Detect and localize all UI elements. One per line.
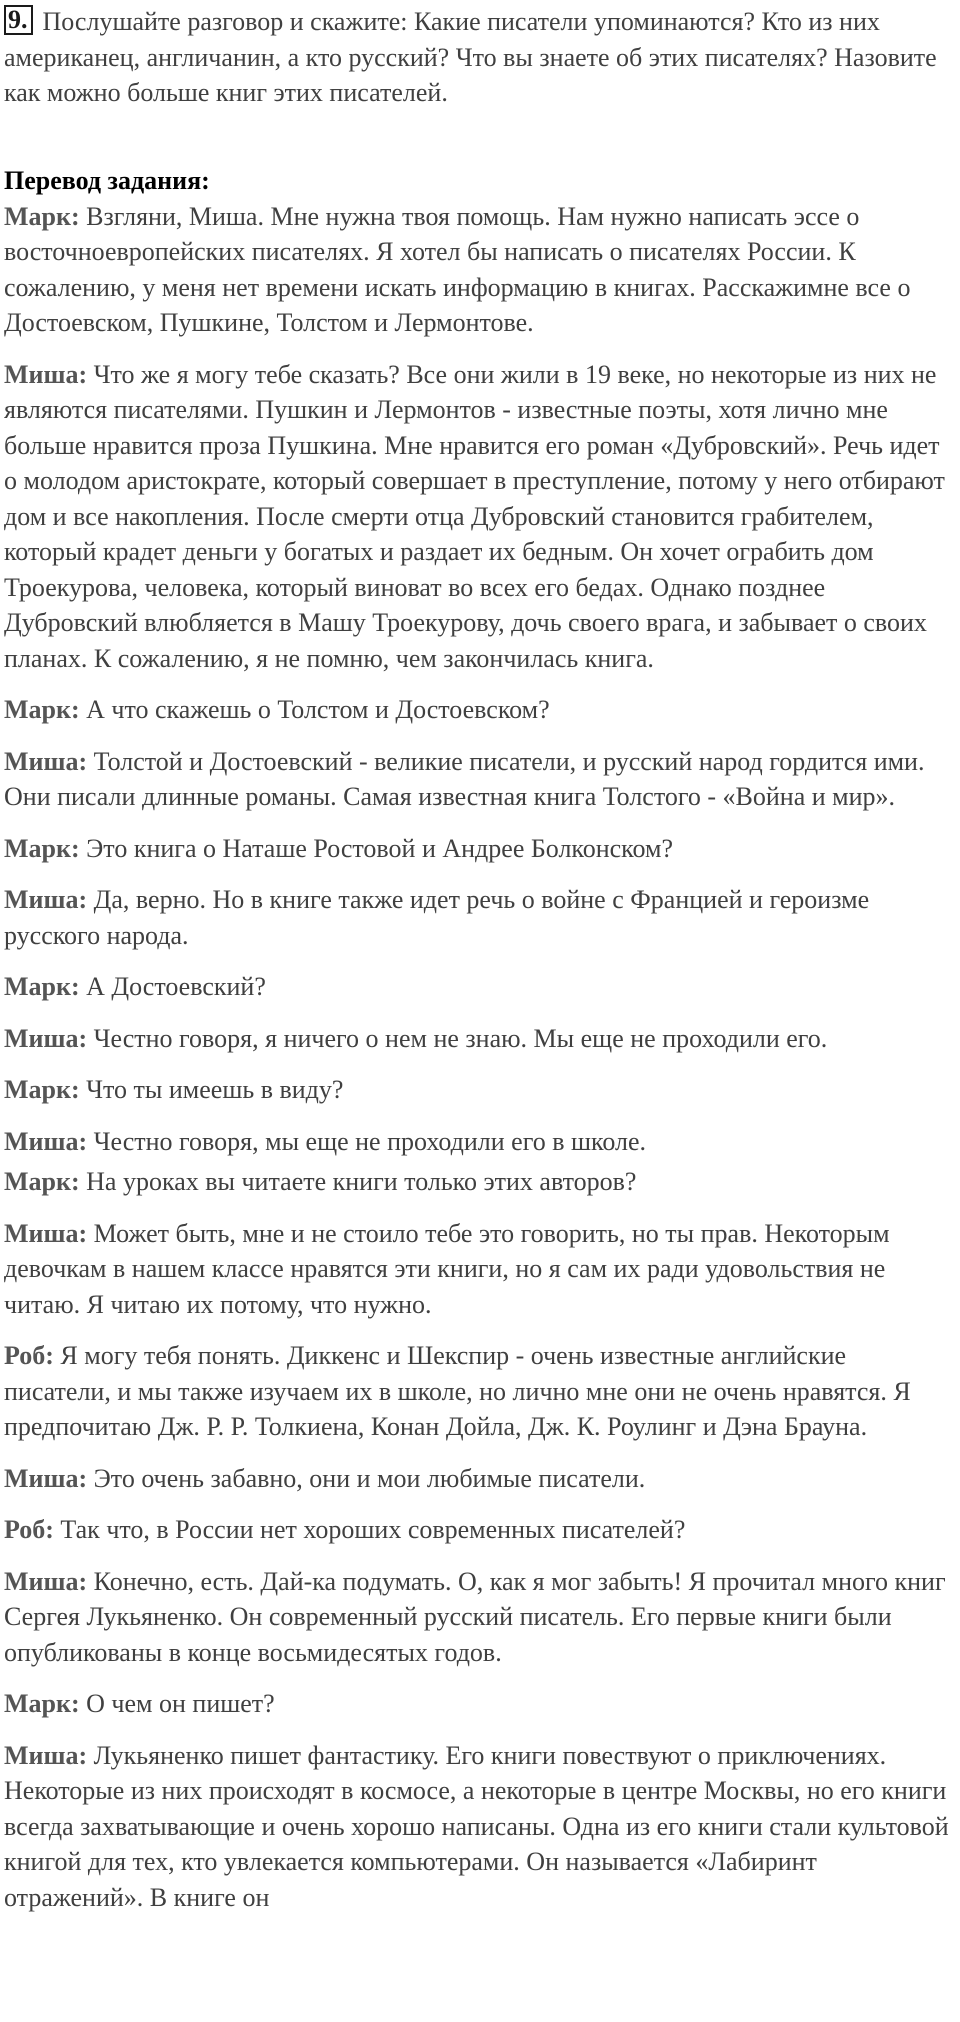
- speech-text: О чем он пишет?: [86, 1689, 275, 1718]
- speaker-name: Марк:: [4, 972, 80, 1001]
- dialogue-line: [4, 1512, 960, 1548]
- dialogue-line: [4, 831, 960, 867]
- dialogue-line: [4, 1072, 960, 1108]
- speaker-name: Роб:: [4, 1515, 54, 1544]
- dialogue-line: [4, 882, 960, 953]
- dialogue-line: [4, 199, 960, 341]
- speech-text: А Достоевский?: [86, 972, 266, 1001]
- speaker-name: Миша:: [4, 359, 88, 389]
- task-paragraph: [4, 4, 960, 111]
- speech-text: Я могу тебя понять. Диккенс и Шекспир - очень известные английские писатели, и мы также изучаем их в школе, но лично мне они не очень нравятся. Я предпочитаю Дж. Р. Р. Толкиена, Конан Дойла, Дж. К. Роулинг и Дэна Брауна.: [4, 1341, 911, 1441]
- speech-text: Толстой и Достоевский - великие писатели, и русский народ гордится ими. Они писали длинные романы. Самая известная книга Толстого - «Война и мир».: [4, 746, 925, 811]
- dialogue-line: [4, 1686, 960, 1722]
- dialogue-line: [4, 744, 960, 815]
- task-text: Послушайте разговор и скажите: Какие писатели упоминаются? Кто из них американец, англичанин, а кто русский? Что вы знаете об этих писателях? Назовите как можно больше книг этих писателей.: [4, 7, 937, 107]
- speaker-name: Марк:: [4, 201, 80, 231]
- speaker-name: Миша:: [4, 1740, 88, 1770]
- speaker-name: Марк:: [4, 1167, 80, 1196]
- speaker-name: Миша:: [4, 885, 88, 914]
- speech-text: Это книга о Наташе Ростовой и Андрее Болконском?: [86, 833, 673, 863]
- speech-text: Так что, в России нет хороших современных писателей?: [60, 1515, 686, 1544]
- dialogue-line: [4, 1564, 960, 1671]
- dialogue-line: [4, 692, 960, 728]
- speech-text: Лукьяненко пишет фантастику. Его книги повествуют о приключениях. Некоторые из них происходят в космосе, а некоторые в центре Москвы, но его книги всегда захватывающие и очень хорошо написаны. Одна из его книги стали культовой книгой для тех, кто увлекается компьютерами. Он называется «Лабиринт отражений». В книге он: [4, 1740, 949, 1912]
- dialogue-line: [4, 1738, 960, 1916]
- speaker-name: Марк:: [4, 833, 80, 863]
- dialogue-line: [4, 1216, 960, 1323]
- speech-text: Что ты имеешь в виду?: [86, 1075, 344, 1104]
- speech-text: А что скажешь о Толстом и Достоевском?: [86, 695, 550, 724]
- speaker-name: Марк:: [4, 1075, 80, 1104]
- dialogue: [4, 199, 960, 1916]
- dialogue-line: [4, 1021, 960, 1057]
- task-number: 9.: [4, 5, 33, 35]
- section-title: Перевод задания:: [4, 165, 210, 195]
- dialogue-line: [4, 357, 960, 677]
- speech-text: Честно говоря, я ничего о нем не знаю. Мы еще не проходили его.: [93, 1023, 828, 1053]
- speech-text: Может быть, мне и не стоило тебе это говорить, но ты прав. Некоторым девочкам в нашем классе нравятся эти книги, но я сам их ради удовольствия не читаю. Я читаю их потому, что нужно.: [4, 1218, 890, 1319]
- dialogue-line: [4, 1338, 960, 1445]
- speech-text: Что же я могу тебе сказать? Все они жили в 19 веке, но некоторые из них не являются писателями. Пушкин и Лермонтов - известные поэты, хотя лично мне больше нравится проза Пушкина. Мне нравится его роман «Дубровский». Речь идет о молодом аристократе, который совершает в преступление, потому у него отбирают дом и все накопления. После смерти отца Дубровский становится грабителем, который крадет деньги у богатых и раздает их бедным. Он хочет ограбить дом Троекурова, человека, который виноват во всех его бедах. Однако позднее Дубровский влюбляется в Машу Троекурову, дочь своего врага, и забывает о своих планах. К сожалению, я не помню, чем закончилась книга.: [4, 359, 945, 673]
- dialogue-line: [4, 1461, 960, 1497]
- speech-text: На уроках вы читаете книги только этих авторов?: [86, 1167, 637, 1196]
- speech-text: Конечно, есть. Дай-ка подумать. О, как я мог забыть! Я прочитал много книг Сергея Лукьяненко. Он современный русский писатель. Его первые книги были опубликованы в конце восьмидесятых годов.: [4, 1566, 946, 1667]
- speech-text: Честно говоря, мы еще не проходили его в школе.: [93, 1126, 646, 1156]
- dialogue-line: [4, 1124, 960, 1160]
- speech-text: Да, верно. Но в книге также идет речь о войне с Францией и героизме русского народа.: [4, 885, 870, 950]
- speaker-name: Миша:: [4, 1566, 88, 1596]
- speaker-name: Марк:: [4, 695, 80, 724]
- speaker-name: Миша:: [4, 1463, 88, 1493]
- speaker-name: Миша:: [4, 1023, 88, 1053]
- speaker-name: Роб:: [4, 1341, 54, 1370]
- dialogue-line: [4, 969, 960, 1005]
- speaker-name: Марк:: [4, 1689, 80, 1718]
- speech-text: Взгляни, Миша. Мне нужна твоя помощь. Нам нужно написать эссе о восточноевропейских писателях. Я хотел бы написать о писателях России. К сожалению, у меня нет времени искать информацию в книгах. Расскажимне все о Достоевском, Пушкине, Толстом и Лермонтове.: [4, 201, 911, 337]
- speaker-name: Миша:: [4, 1218, 88, 1248]
- dialogue-line: [4, 1164, 960, 1200]
- speaker-name: Миша:: [4, 746, 88, 776]
- speech-text: Это очень забавно, они и мои любимые писатели.: [93, 1463, 646, 1493]
- speaker-name: Миша:: [4, 1126, 88, 1156]
